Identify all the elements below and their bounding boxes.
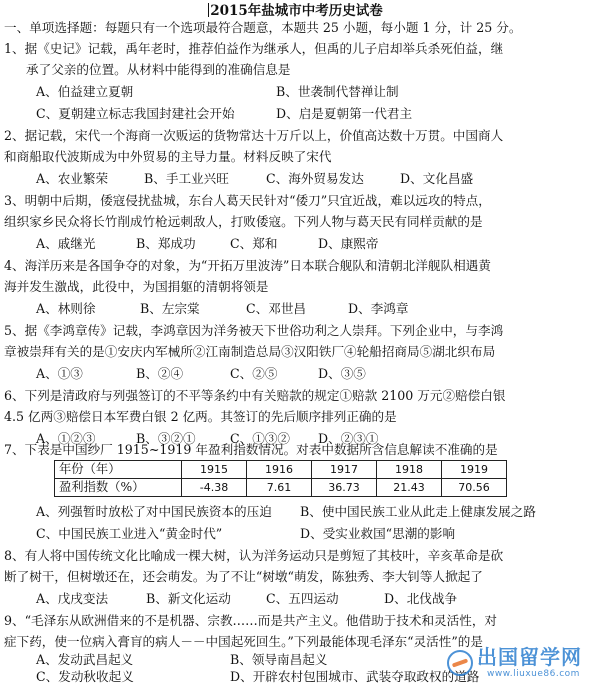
question-1-line-1: 1、据《史记》记载，禹年老时，推荐伯益作为继承人，但禹的儿子启却举兵杀死伯益，继 bbox=[4, 41, 504, 56]
question-4-line-1: 4、海洋历来是各国争夺的对象，为“开拓万里波涛”日本联合舰队和清朝北洋舰队相遇黄 bbox=[4, 258, 491, 273]
question-1-option-b: B、世袭制代替禅让制 bbox=[276, 84, 399, 99]
exam-title: 2015年盐城市中考历史试卷 bbox=[210, 3, 383, 19]
question-5-option-b: B、②④ bbox=[136, 366, 184, 381]
question-8-line-2: 断了树干，但树墩还在，还会萌发。为了不让“树墩“萌发，陈独秀、李大钊等人掀起了 bbox=[4, 569, 483, 584]
question-4-line-2: 海并发生激战，此役中，为国捐躯的清朝将领是 bbox=[4, 279, 269, 294]
question-8-option-b: B、新文化运动 bbox=[146, 591, 231, 606]
question-9-option-d: D、开辟农村包围城市、武装夺取政权的道路 bbox=[230, 669, 480, 684]
question-7-line-1: 7、下表是中国纱厂 1915~1919 年盈利指数情况。对表中数据所含信息解读不准确的是 bbox=[4, 442, 498, 457]
table-row bbox=[55, 479, 507, 497]
question-5-line-1: 5、据《李鸿章传》记载，李鸿章因为洋务被天下世俗功利之人崇拜。下列企业中，与李鸿 bbox=[4, 323, 504, 338]
question-7-option-c: C、中国民族工业进入“黄金时代” bbox=[36, 526, 223, 541]
question-6-option-b: B、③②① bbox=[136, 431, 196, 446]
question-4-option-a: A、林则徐 bbox=[36, 301, 96, 316]
table-value-cell: -4.38 bbox=[182, 479, 247, 497]
table-year-cell: 1915 bbox=[182, 461, 247, 479]
question-7-option-d: D、受实业救国“思潮的影响 bbox=[300, 526, 456, 541]
table-year-cell: 1919 bbox=[442, 461, 507, 479]
question-2-option-d: D、文化昌盛 bbox=[400, 171, 474, 186]
question-3-option-c: C、郑和 bbox=[230, 236, 278, 251]
profit-index-table bbox=[54, 460, 507, 497]
site-watermark bbox=[447, 646, 587, 682]
question-4-option-b: B、左宗棠 bbox=[140, 301, 200, 316]
section-header: 一、单项选择题：每题只有一个选项最符合题意，本题共 25 小题，每小题 1 分，计 25 分。 bbox=[4, 20, 522, 35]
question-3-option-d: D、康熙帝 bbox=[318, 236, 379, 251]
question-4-option-c: C、邓世昌 bbox=[246, 301, 307, 316]
table-row bbox=[55, 461, 507, 479]
question-1-option-d: D、启是夏朝第一代君主 bbox=[276, 106, 413, 121]
table-value-cell: 70.56 bbox=[442, 479, 507, 497]
table-year-cell: 1917 bbox=[312, 461, 377, 479]
question-3-line-2: 组织家乡民众将长竹削成竹枪远刺敌人，打败倭寇。下列人物与葛天民有同样贡献的是 bbox=[4, 214, 483, 229]
question-9-option-c: C、发动秋收起义 bbox=[36, 669, 134, 684]
question-4-option-d: D、李鸿章 bbox=[348, 301, 409, 316]
table-value-cell: 36.73 bbox=[312, 479, 377, 497]
question-2-option-b: B、手工业兴旺 bbox=[144, 171, 229, 186]
watermark-brand: 出国留学网 bbox=[477, 645, 582, 669]
question-2-option-a: A、农业繁荣 bbox=[36, 171, 109, 186]
table-year-cell: 1918 bbox=[377, 461, 442, 479]
table-row-label: 盈利指数（%） bbox=[55, 479, 182, 497]
question-8-option-a: A、戊戌变法 bbox=[36, 591, 109, 606]
table-year-cell: 1916 bbox=[247, 461, 312, 479]
question-9-option-a: A、发动武昌起义 bbox=[36, 652, 134, 667]
question-3-option-b: B、郑成功 bbox=[136, 236, 196, 251]
watermark-url: www.liuxue86.com bbox=[487, 669, 580, 679]
question-5-line-2: 章被崇拜有关的是①安庆内军械所②江南制造总局③汉阳铁厂④轮船招商局⑤湖北织布局 bbox=[4, 344, 496, 359]
question-2-option-c: C、海外贸易发达 bbox=[266, 171, 364, 186]
question-8-option-c: C、五四运动 bbox=[266, 591, 339, 606]
question-6-option-d: D、②③① bbox=[318, 431, 379, 446]
question-8-option-d: D、北伐战争 bbox=[384, 591, 458, 606]
question-7-option-a: A、列强暂时放松了对中国民族资本的压迫 bbox=[36, 504, 272, 519]
question-3-line-1: 3、明朝中后期，倭寇侵扰盐城，东台人葛天民针对“倭刀”只宜近战，难以远攻的特点， bbox=[4, 193, 491, 208]
question-3-option-a: A、戚继光 bbox=[36, 236, 96, 251]
question-6-line-1: 6、下列是清政府与列强签订的不平等条约中有关赔款的规定①赔款 2100 万元②赔偿白银 bbox=[4, 388, 506, 403]
globe-logo-icon bbox=[447, 650, 473, 676]
question-2-line-2: 和商船取代波斯成为中外贸易的主导力量。材料反映了宋代 bbox=[4, 149, 332, 164]
question-8-line-1: 8、有人将中国传统文化比喻成一棵大树，认为洋务运动只是剪短了其枝叶，辛亥革命是砍 bbox=[4, 548, 504, 563]
question-9-line-2: 症下药，使一位病入膏肓的病人－－中国起死回生。”下列最能体现毛泽东“灵活性”的是 bbox=[4, 634, 483, 649]
question-1-option-c: C、夏朝建立标志我国封建社会开始 bbox=[36, 106, 235, 121]
question-9-option-b: B、领导南昌起义 bbox=[230, 652, 328, 667]
question-6-line-2: 4.5 亿两③赔偿日本军费白银 2 亿两。其签订的先后顺序排列正确的是 bbox=[4, 409, 397, 424]
question-9-line-1: 9、“毛泽东从欧洲借来的不是机器、宗教……而是共产主义。他借助于技术和灵活性，对 bbox=[4, 613, 498, 628]
question-1-line-2: 承了父亲的位置。从材料中能得到的准确信息是 bbox=[26, 62, 291, 77]
question-5-option-c: C、②⑤ bbox=[230, 366, 278, 381]
question-6-option-a: A、①②③ bbox=[36, 431, 96, 446]
question-5-option-d: D、③⑤ bbox=[318, 366, 366, 381]
question-6-option-c: C、①③② bbox=[230, 431, 291, 446]
table-value-cell: 21.43 bbox=[377, 479, 442, 497]
question-2-line-1: 2、据记载，宋代一个海商一次贩运的货物常达十万斤以上，价值高达数十万贯。中国商人 bbox=[4, 128, 504, 143]
question-5-option-a: A、①③ bbox=[36, 366, 83, 381]
table-header-label: 年份（年） bbox=[55, 461, 182, 479]
question-7-option-b: B、使中国民族工业从此走上健康发展之路 bbox=[300, 504, 536, 519]
question-1-option-a: A、伯益建立夏朝 bbox=[36, 84, 134, 99]
table-value-cell: 7.61 bbox=[247, 479, 312, 497]
